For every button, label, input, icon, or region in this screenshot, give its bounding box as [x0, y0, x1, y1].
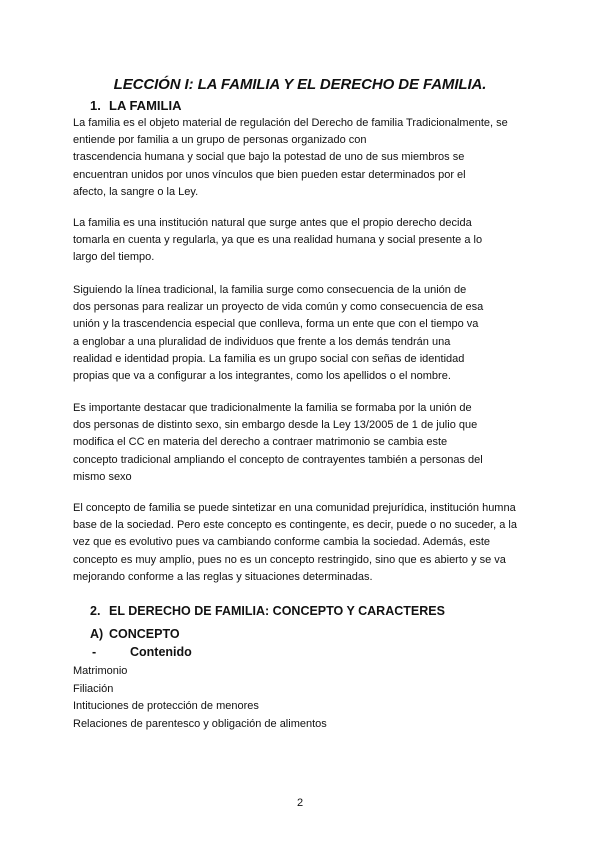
list-item: Relaciones de parentesco y obligación de alimentos — [73, 717, 327, 730]
list-item: Intituciones de protección de menores — [73, 700, 259, 713]
paragraph-line: propias que va a configurar a los integrantes, como los apellidos o el nombre. — [73, 369, 451, 382]
bullet-dash: - — [92, 645, 97, 659]
list-item: Matrimonio — [73, 665, 128, 677]
paragraph-definicion — [73, 115, 523, 201]
paragraph-line: afecto, la sangre o la Ley. — [73, 185, 199, 198]
paragraph-ley-13-2005 — [73, 400, 523, 486]
paragraph-line: largo del tiempo. — [73, 251, 155, 264]
subsection-heading-text: CONCEPTO — [109, 627, 180, 641]
list-item: Filiación — [73, 682, 114, 695]
paragraph-line: unión y la trascendencia especial que conlleva, forma un ente que con el tiempo va — [73, 318, 479, 331]
paragraph-line: Siguiendo la línea tradicional, la familia surge como consecuencia de la unión de — [73, 284, 467, 296]
paragraph-line: concepto es muy amplio, pues no es un concepto restringido, sino que es abierto y se va — [73, 553, 506, 566]
section-heading-text: EL DERECHO DE FAMILIA: CONCEPTO Y CARACTERES — [109, 604, 445, 618]
page-number: 2 — [296, 797, 304, 809]
paragraph-line: La familia es una institución natural que surge antes que el propio derecho decida — [73, 217, 472, 229]
contenido-list — [73, 663, 327, 733]
paragraph-line: mejorando conforme a las reglas y situaciones determinadas. — [73, 570, 373, 583]
paragraph-line: Es importante destacar que tradicionalmente la familia se formaba por la unión de — [73, 402, 472, 414]
paragraph-line: trascendencia humana y social que bajo la potestad de uno de sus miembros se — [73, 151, 465, 164]
paragraph-line: La familia es el objeto material de regulación del Derecho de familia Tradicionalmente, se — [73, 117, 508, 129]
subsection-heading-text: Contenido — [130, 645, 192, 659]
section-heading-la-familia — [90, 98, 181, 113]
paragraph-line: a englobar a una pluralidad de individuos que frente a los demás tendrán una — [73, 335, 451, 348]
paragraph-line: tomarla en cuenta y regularla, ya que es una realidad humana y social presente a lo — [73, 234, 483, 247]
paragraph-line: entiende por familia a un grupo de personas organizado con — [73, 134, 367, 147]
paragraph-line: dos personas para realizar un proyecto de vida común y como consecuencia de esa — [73, 301, 484, 314]
section-number: 1. — [90, 98, 101, 113]
paragraph-concepto-familia — [73, 500, 523, 586]
paragraph-line: vez que es evolutivo pues va cambiando conforme cambia la sociedad. Además, este — [73, 536, 491, 549]
paragraph-line: modifica el CC en materia del derecho a contraer matrimonio se cambia este — [73, 436, 448, 449]
paragraph-line: encuentran unidos por unos vínculos que bien pueden estar determinados por el — [73, 168, 466, 181]
section-heading-text: LA FAMILIA — [109, 98, 182, 113]
section-number: 2. — [90, 604, 101, 618]
lesson-title: LECCIÓN I: LA FAMILIA Y EL DERECHO DE FAMILIA. — [113, 76, 487, 93]
section-heading-derecho-de-familia — [90, 604, 445, 618]
subsection-number: A) — [90, 627, 104, 641]
paragraph-institucion-natural — [73, 215, 523, 267]
subsection-heading-contenido — [92, 645, 192, 659]
paragraph-line: mismo sexo — [73, 470, 132, 483]
paragraph-line: El concepto de familia se puede sintetizar en una comunidad prejurídica, institución humna — [73, 502, 516, 514]
subsection-heading-concepto — [90, 627, 180, 641]
paragraph-line: concepto tradicional ampliando el concepto de contrayentes también a personas del — [73, 453, 483, 466]
paragraph-line: realidad e identidad propia. La familia es un grupo social con señas de identidad — [73, 352, 465, 365]
paragraph-line: dos personas de distinto sexo, sin embargo desde la Ley 13/2005 de 1 de julio que — [73, 419, 478, 432]
paragraph-line: base de la sociedad. Pero este concepto es contingente, es decir, puede o no suceder, a la — [73, 519, 517, 532]
paragraph-linea-tradicional — [73, 282, 523, 385]
